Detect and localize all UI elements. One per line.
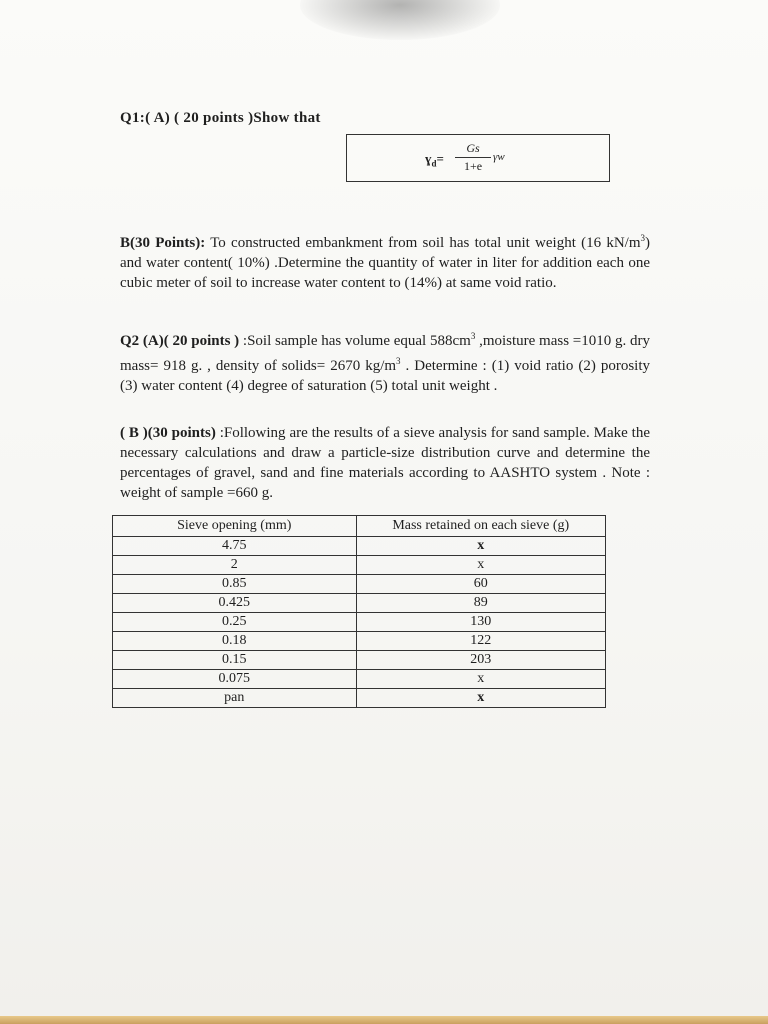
q1-title: Q1:( A) ( 20 points )Show that [120,110,321,126]
sieve-analysis-table [112,515,606,708]
fraction-bar [455,157,491,158]
mass-retained-cell: x [356,556,605,575]
table-row [113,613,606,632]
sieve-opening-cell: 0.075 [113,670,357,689]
formula-factor: γw [493,151,505,163]
header-mass-retained: Mass retained on each sieve (g) [356,516,605,537]
dry-unit-weight-formula [425,141,535,177]
sieve-opening-cell: 0.25 [113,613,357,632]
table-surface-edge [0,1016,768,1024]
formula-fraction [455,141,491,174]
table-header-row [113,516,606,537]
table-row [113,651,606,670]
formula-denominator: 1+e [463,159,483,173]
table-row [113,537,606,556]
q2a-paragraph: Q2 (A)( 20 points ) :Soil sample has volume equal $588cm^3$ ,moisture mass =1010 g. dry mass= 918 g. , density of solids= 2670 $kg/m^3$ . Determine : (1) void ratio (2) porosity (3) water content (4) degree of saturation (5) total unit weight . [120,331,651,394]
header-sieve-opening: Sieve opening (mm) [113,516,357,537]
formula-lhs: ɣ$_d$= [425,151,444,169]
formula-box [346,134,610,182]
mass-retained-cell: x [356,670,605,689]
formula-numerator: Gs [466,141,480,155]
sieve-opening-cell: 4.75 [113,537,357,556]
sieve-opening-cell: pan [113,689,357,708]
sieve-opening-cell: 0.18 [113,632,357,651]
mass-retained-cell: 130 [356,613,605,632]
sieve-opening-cell: 0.15 [113,651,357,670]
q2b-label: ( B )(30 points) [120,425,216,441]
mass-retained-cell: 122 [356,632,605,651]
table-row [113,594,606,613]
mass-retained-cell: x [356,537,605,556]
table-row [113,689,606,708]
q2b-paragraph: ( B )(30 points) :Following are the results of a sieve analysis for sand sample. Make the necessary calculations and draw a particle-size distribution curve and determine the percentages of gravel, sand and fine materials according to AASHTO system . Note : weight of sample =660 g. [120,425,650,501]
table-row [113,556,606,575]
mass-retained-cell: 89 [356,594,605,613]
table-row [113,575,606,594]
q2a-label: Q2 (A)( 20 points ) [120,333,240,349]
q1b-paragraph: B(30 Points): To constructed embankment from soil has total unit weight (16 $kN/m^3$) and water content( 10%) .Determine the quantity of water in liter for addition each one cubic meter of soil to increase water content to (14%) at same void ratio. [120,233,650,291]
q1b-label: B(30 Points): [120,235,206,251]
mass-retained-cell: x [356,689,605,708]
sieve-opening-cell: 0.85 [113,575,357,594]
mass-retained-cell: 203 [356,651,605,670]
table-row [113,632,606,651]
table-row [113,670,606,689]
sieve-opening-cell: 2 [113,556,357,575]
mass-retained-cell: 60 [356,575,605,594]
photo-shadow [300,0,500,40]
sieve-opening-cell: 0.425 [113,594,357,613]
